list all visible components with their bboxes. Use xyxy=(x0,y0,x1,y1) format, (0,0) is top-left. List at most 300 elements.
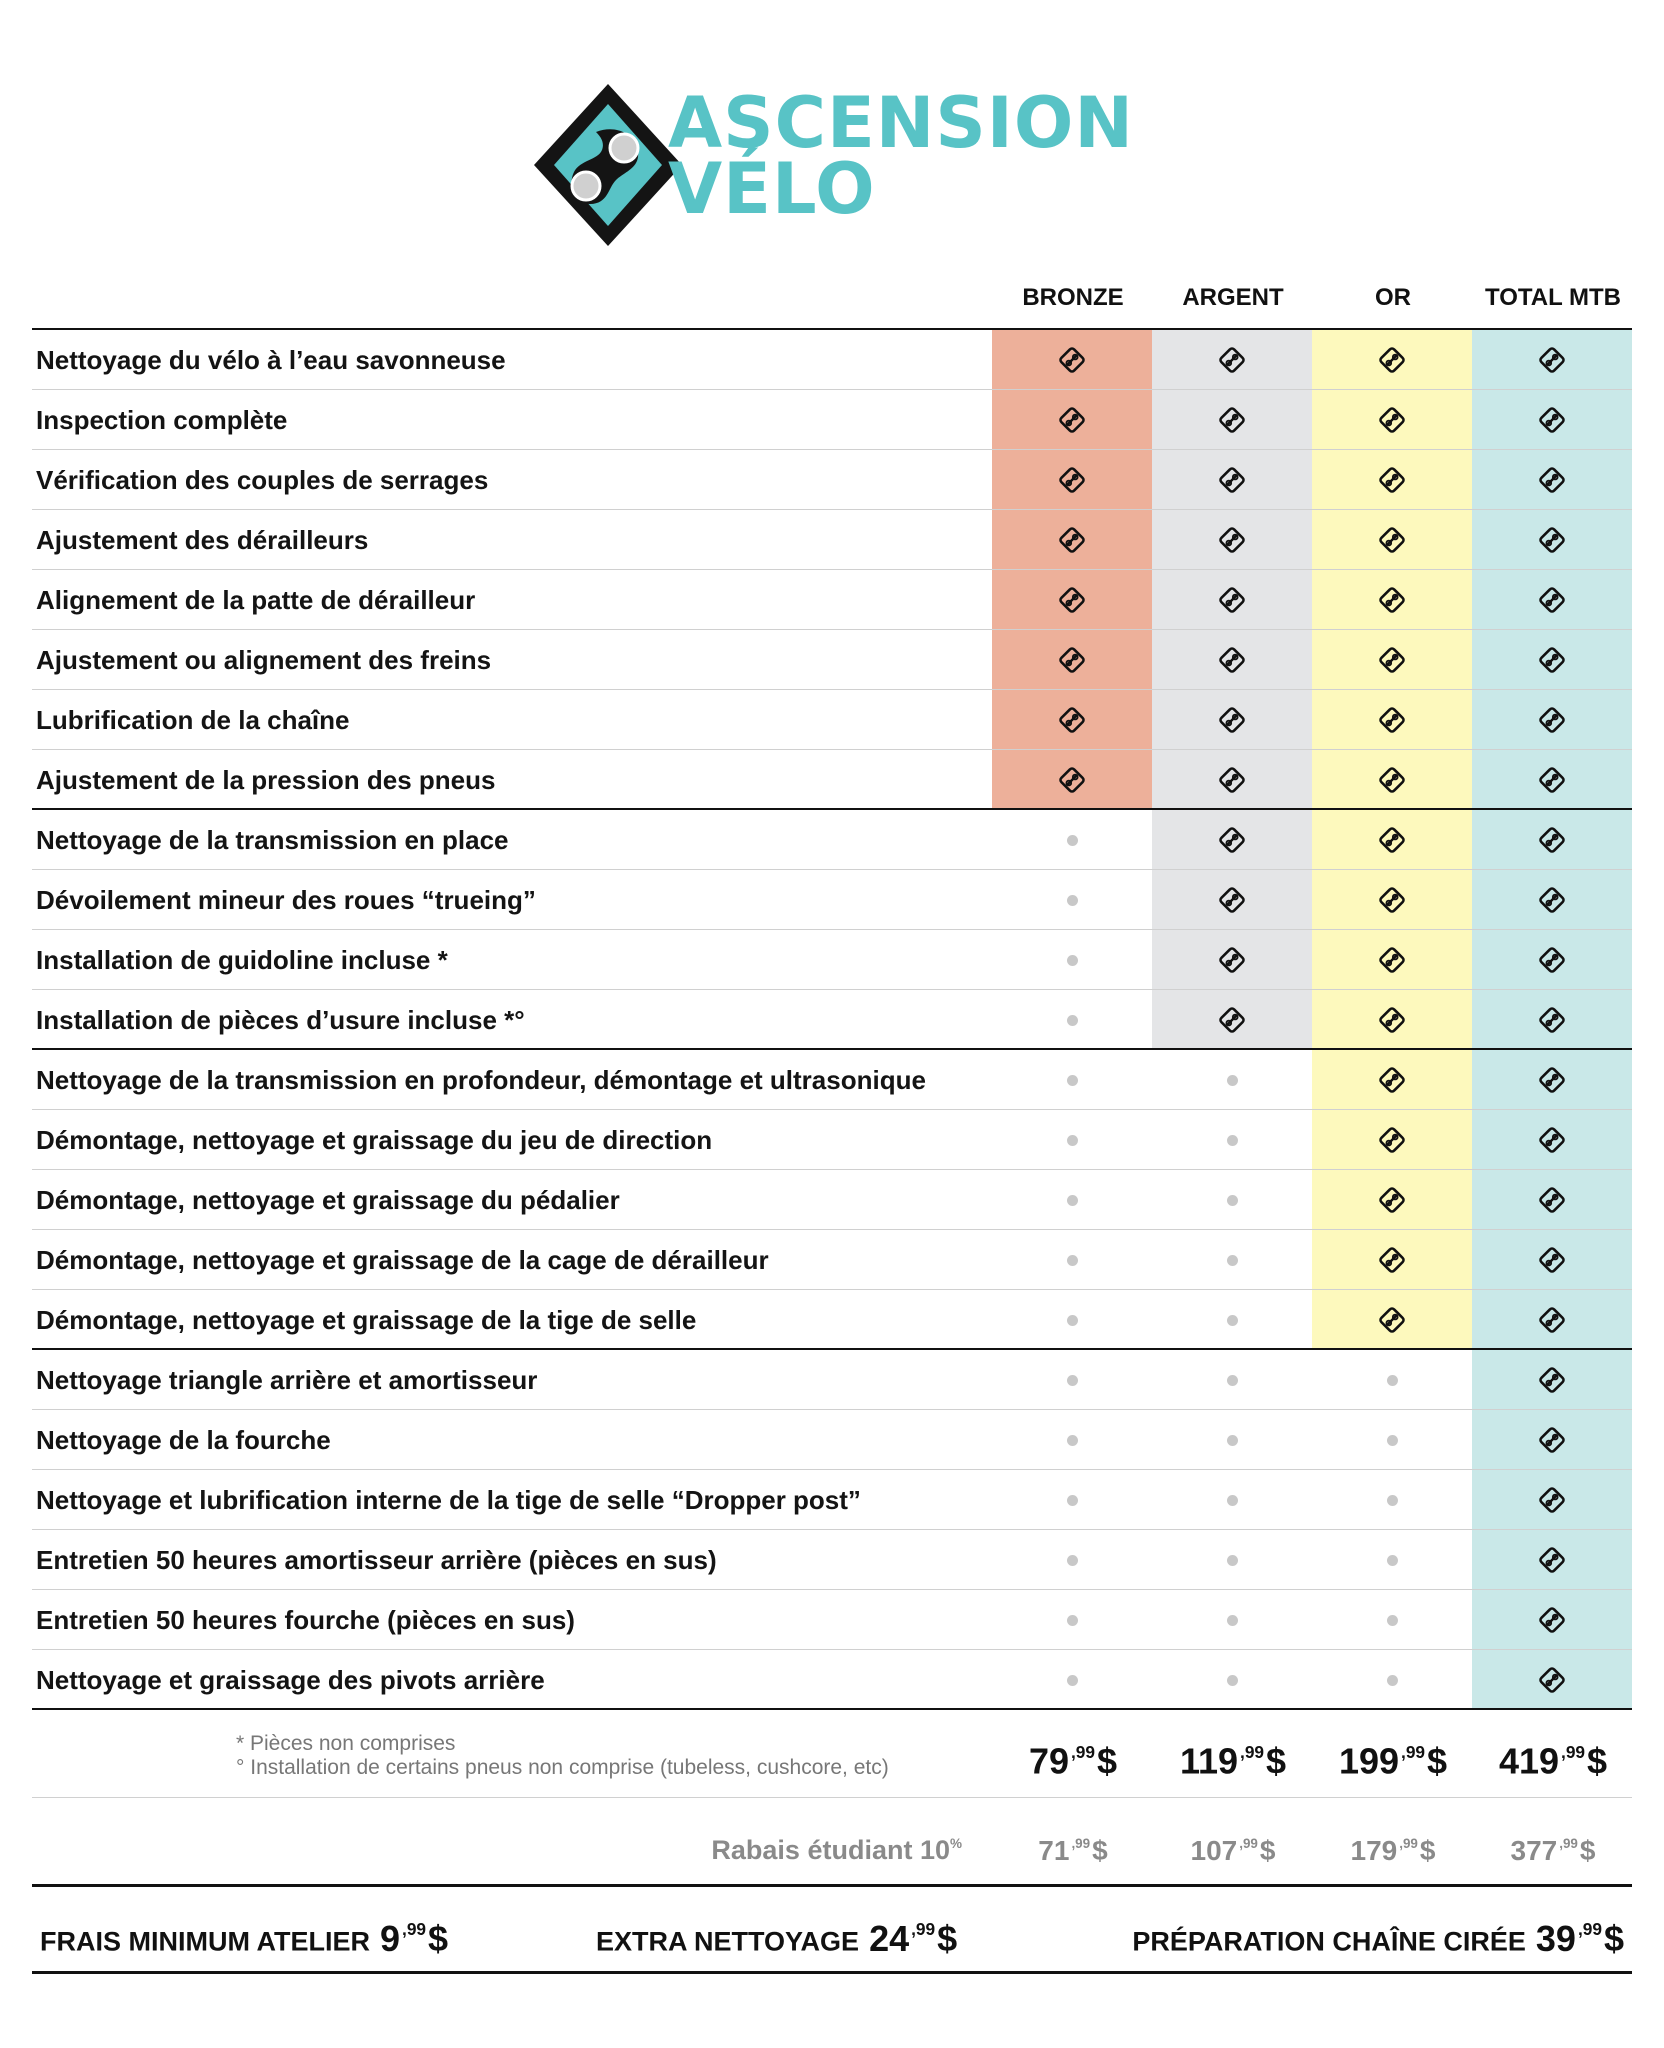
service-label: Nettoyage et graissage des pivots arrière xyxy=(36,1665,545,1695)
cell-or xyxy=(1312,990,1472,1050)
chain-link-check-icon xyxy=(1537,405,1567,435)
service-label: Démontage, nettoyage et graissage de la tige de selle xyxy=(36,1305,697,1335)
cell-total-mtb xyxy=(1472,450,1632,510)
cell-or xyxy=(1312,1110,1472,1170)
fee-main: 9 xyxy=(379,1917,401,1959)
service-label: Lubrification de la chaîne xyxy=(36,705,350,735)
cell-total-mtb xyxy=(1472,1050,1632,1110)
cell-argent xyxy=(1152,1230,1312,1290)
table-row xyxy=(32,810,1632,870)
cell-argent xyxy=(1152,390,1312,450)
fee-cents: ,99 xyxy=(1577,1919,1602,1939)
service-label: Nettoyage et lubrification interne de la tige de selle “Dropper post” xyxy=(36,1485,861,1515)
grey-dot-icon xyxy=(1067,1495,1078,1506)
cell-total-mtb xyxy=(1472,1650,1632,1710)
grey-dot-icon xyxy=(1067,1555,1078,1566)
grey-dot-icon xyxy=(1067,1075,1078,1086)
chain-link-check-icon xyxy=(1217,1005,1247,1035)
table-row xyxy=(32,1110,1632,1170)
grey-dot-icon xyxy=(1067,1195,1078,1206)
cell-bronze xyxy=(992,1470,1152,1530)
chain-link-check-icon xyxy=(1377,645,1407,675)
table-row xyxy=(32,1410,1632,1470)
cell-argent xyxy=(1152,1110,1312,1170)
table-row xyxy=(32,690,1632,750)
chain-link-check-icon xyxy=(1217,945,1247,975)
cell-bronze xyxy=(992,1530,1152,1590)
cell-argent xyxy=(1152,1050,1312,1110)
chain-link-check-icon xyxy=(1537,825,1567,855)
cell-or xyxy=(1312,1530,1472,1590)
cell-total-mtb xyxy=(1472,630,1632,690)
cell-or xyxy=(1312,390,1472,450)
column-header-or: OR xyxy=(1375,284,1411,311)
price-currency: $ xyxy=(1259,1835,1276,1867)
service-label: Démontage, nettoyage et graissage du jeu de direction xyxy=(36,1125,713,1155)
cell-or xyxy=(1312,1590,1472,1650)
service-label: Inspection complète xyxy=(36,405,288,435)
services-table xyxy=(32,330,1632,1710)
price-cents: ,99 xyxy=(1071,1836,1091,1851)
chain-link-check-icon xyxy=(1217,645,1247,675)
cell-argent xyxy=(1152,1590,1312,1650)
footnote-parts: * Pièces non comprises xyxy=(236,1732,456,1755)
grey-dot-icon xyxy=(1067,1315,1078,1326)
cell-bronze xyxy=(992,870,1152,930)
cell-argent xyxy=(1152,1530,1312,1590)
chain-link-check-icon xyxy=(1537,1665,1567,1695)
chain-link-check-icon xyxy=(1537,1605,1567,1635)
table-row xyxy=(32,390,1632,450)
price-main: 377 xyxy=(1510,1835,1558,1867)
footnote-tires: ° Installation de certains pneus non comprise (tubeless, cushcore, etc) xyxy=(236,1756,889,1779)
chain-link-check-icon xyxy=(1217,825,1247,855)
cell-argent xyxy=(1152,1170,1312,1230)
student-discount-label xyxy=(711,1824,992,1870)
fee-preparation-chaine-ciree xyxy=(1132,1907,1624,1969)
brand-line-2: VÉLO xyxy=(668,148,876,230)
cell-argent xyxy=(1152,750,1312,810)
cell-bronze xyxy=(992,330,1152,390)
chain-link-check-icon xyxy=(1537,765,1567,795)
chain-link-check-icon xyxy=(1057,645,1087,675)
price-cents: ,99 xyxy=(1401,1742,1426,1762)
table-row xyxy=(32,1590,1632,1650)
grey-dot-icon xyxy=(1067,1135,1078,1146)
discount-label-text: Rabais étudiant 10 xyxy=(711,1834,950,1865)
service-label: Nettoyage de la fourche xyxy=(36,1425,331,1455)
table-row xyxy=(32,1050,1632,1110)
chain-link-check-icon xyxy=(1537,1245,1567,1275)
cell-total-mtb xyxy=(1472,690,1632,750)
cell-bronze xyxy=(992,930,1152,990)
cell-argent xyxy=(1152,1290,1312,1350)
cell-bronze xyxy=(992,990,1152,1050)
fee-minimum-atelier xyxy=(40,1907,448,1969)
chain-link-check-icon xyxy=(1217,465,1247,495)
cell-total-mtb xyxy=(1472,390,1632,450)
cell-total-mtb xyxy=(1472,1590,1632,1650)
grey-dot-icon xyxy=(1387,1615,1398,1626)
cell-argent xyxy=(1152,990,1312,1050)
chain-link-check-icon xyxy=(1377,1005,1407,1035)
cell-or xyxy=(1312,570,1472,630)
grey-dot-icon xyxy=(1067,835,1078,846)
cell-bronze xyxy=(992,810,1152,870)
fee-main: 39 xyxy=(1535,1917,1576,1959)
table-row xyxy=(32,1290,1632,1350)
cell-argent xyxy=(1152,630,1312,690)
grey-dot-icon xyxy=(1067,895,1078,906)
column-header-argent: ARGENT xyxy=(1182,284,1284,311)
grey-dot-icon xyxy=(1387,1375,1398,1386)
chain-link-check-icon xyxy=(1057,345,1087,375)
column-headers xyxy=(993,278,1633,318)
chain-link-check-icon xyxy=(1377,705,1407,735)
cell-bronze xyxy=(992,630,1152,690)
cell-total-mtb xyxy=(1472,750,1632,810)
grey-dot-icon xyxy=(1067,1435,1078,1446)
fee-label: FRAIS MINIMUM ATELIER xyxy=(40,1926,370,1957)
price-currency: $ xyxy=(1266,1740,1287,1782)
cell-total-mtb xyxy=(1472,1530,1632,1590)
service-label: Démontage, nettoyage et graissage du pédalier xyxy=(36,1185,620,1215)
chain-link-check-icon xyxy=(1537,345,1567,375)
chain-link-check-icon xyxy=(1537,1005,1567,1035)
cell-total-mtb xyxy=(1472,930,1632,990)
table-row xyxy=(32,990,1632,1050)
fee-currency: $ xyxy=(1603,1917,1624,1959)
chain-link-check-icon xyxy=(1537,885,1567,915)
cell-argent xyxy=(1152,810,1312,870)
cell-or xyxy=(1312,510,1472,570)
price-bronze xyxy=(993,1730,1153,1784)
chain-link-check-icon xyxy=(1377,345,1407,375)
column-header-total-mtb: TOTAL MTB xyxy=(1485,284,1621,311)
service-label: Nettoyage triangle arrière et amortisseur xyxy=(36,1365,538,1395)
cell-argent xyxy=(1152,450,1312,510)
price-main: 79 xyxy=(1028,1740,1069,1782)
chain-link-check-icon xyxy=(1377,525,1407,555)
price-currency: $ xyxy=(1587,1740,1608,1782)
cell-or xyxy=(1312,450,1472,510)
price-main: 107 xyxy=(1190,1835,1238,1867)
cell-argent xyxy=(1152,330,1312,390)
price-main: 71 xyxy=(1038,1835,1070,1867)
chain-link-check-icon xyxy=(1377,1245,1407,1275)
price-main: 119 xyxy=(1179,1740,1239,1782)
cell-total-mtb xyxy=(1472,810,1632,870)
cell-total-mtb xyxy=(1472,1470,1632,1530)
notes-and-prices xyxy=(32,1710,1632,1798)
service-label: Installation de pièces d’usure incluse *° xyxy=(36,1005,525,1035)
table-row xyxy=(32,1170,1632,1230)
cell-bronze xyxy=(992,1410,1152,1470)
chain-link-check-icon xyxy=(1537,1485,1567,1515)
service-label: Nettoyage de la transmission en profondeur, démontage et ultrasonique xyxy=(36,1065,926,1095)
service-label: Dévoilement mineur des roues “trueing” xyxy=(36,885,536,915)
chain-link-check-icon xyxy=(1377,1185,1407,1215)
footnotes xyxy=(236,1732,889,1780)
service-label: Ajustement de la pression des pneus xyxy=(36,765,496,795)
chain-link-check-icon xyxy=(1057,405,1087,435)
grey-dot-icon xyxy=(1227,1135,1238,1146)
service-label: Entretien 50 heures amortisseur arrière (pièces en sus) xyxy=(36,1545,717,1575)
cell-total-mtb xyxy=(1472,870,1632,930)
brand-logo xyxy=(528,80,1148,250)
brand-name xyxy=(668,82,1134,230)
cell-or xyxy=(1312,1050,1472,1110)
cell-bronze xyxy=(992,1650,1152,1710)
price-or xyxy=(1313,1730,1473,1784)
cell-bronze xyxy=(992,570,1152,630)
table-row xyxy=(32,1650,1632,1710)
extra-fees-bar xyxy=(32,1884,1632,1974)
price-cents: ,99 xyxy=(1561,1742,1586,1762)
chain-link-check-icon xyxy=(1217,705,1247,735)
discount-price-or xyxy=(1313,1824,1473,1871)
cell-or xyxy=(1312,750,1472,810)
brand-line-1: ASCENSION xyxy=(668,82,1134,164)
price-argent xyxy=(1153,1730,1313,1784)
chain-link-check-icon xyxy=(1537,705,1567,735)
price-currency: $ xyxy=(1579,1835,1596,1867)
cell-total-mtb xyxy=(1472,1290,1632,1350)
chain-link-check-icon xyxy=(1217,765,1247,795)
cell-bronze xyxy=(992,1590,1152,1650)
service-label: Ajustement des dérailleurs xyxy=(36,525,369,555)
column-header-bronze: BRONZE xyxy=(1022,284,1124,311)
cell-total-mtb xyxy=(1472,990,1632,1050)
table-row xyxy=(32,450,1632,510)
chain-link-check-icon xyxy=(1537,525,1567,555)
table-row xyxy=(32,870,1632,930)
cell-total-mtb xyxy=(1472,1170,1632,1230)
chain-link-check-icon xyxy=(1217,585,1247,615)
table-row xyxy=(32,1230,1632,1290)
grey-dot-icon xyxy=(1227,1555,1238,1566)
cell-bronze xyxy=(992,1290,1152,1350)
chain-link-check-icon xyxy=(1377,465,1407,495)
chain-link-check-icon xyxy=(1537,1545,1567,1575)
fee-price xyxy=(380,1918,448,1959)
grey-dot-icon xyxy=(1227,1075,1238,1086)
cell-or xyxy=(1312,690,1472,750)
cell-or xyxy=(1312,1650,1472,1710)
grey-dot-icon xyxy=(1067,955,1078,966)
cell-argent xyxy=(1152,930,1312,990)
chain-link-check-icon xyxy=(1537,1365,1567,1395)
grey-dot-icon xyxy=(1067,1675,1078,1686)
price-currency: $ xyxy=(1097,1740,1118,1782)
cell-argent xyxy=(1152,690,1312,750)
grey-dot-icon xyxy=(1227,1195,1238,1206)
cell-or xyxy=(1312,1410,1472,1470)
price-currency: $ xyxy=(1092,1835,1108,1867)
chain-link-check-icon xyxy=(1057,465,1087,495)
price-cents: ,99 xyxy=(1239,1836,1258,1851)
chain-link-check-icon xyxy=(1537,1305,1567,1335)
cell-total-mtb xyxy=(1472,1230,1632,1290)
chain-link-check-icon xyxy=(1537,645,1567,675)
service-label: Vérification des couples de serrages xyxy=(36,465,489,495)
grey-dot-icon xyxy=(1227,1615,1238,1626)
chain-link-check-icon xyxy=(1537,1065,1567,1095)
cell-or xyxy=(1312,810,1472,870)
grey-dot-icon xyxy=(1387,1555,1398,1566)
chain-link-check-icon xyxy=(1537,1425,1567,1455)
price-currency: $ xyxy=(1427,1740,1448,1782)
chain-link-check-icon xyxy=(1217,525,1247,555)
chain-link-check-icon xyxy=(1377,405,1407,435)
table-row xyxy=(32,630,1632,690)
fee-cents: ,99 xyxy=(402,1919,427,1939)
cell-or xyxy=(1312,1290,1472,1350)
chain-link-check-icon xyxy=(1537,1185,1567,1215)
table-row xyxy=(32,1470,1632,1530)
price-cents: ,99 xyxy=(1071,1742,1096,1762)
grey-dot-icon xyxy=(1227,1495,1238,1506)
chain-link-check-icon xyxy=(1057,705,1087,735)
cell-bronze xyxy=(992,1050,1152,1110)
chain-link-diamond-icon xyxy=(528,80,688,250)
chain-link-check-icon xyxy=(1377,1305,1407,1335)
cell-total-mtb xyxy=(1472,570,1632,630)
chain-link-check-icon xyxy=(1537,585,1567,615)
cell-argent xyxy=(1152,1650,1312,1710)
cell-bronze xyxy=(992,1350,1152,1410)
price-cents: ,99 xyxy=(1240,1742,1265,1762)
cell-total-mtb xyxy=(1472,510,1632,570)
cell-or xyxy=(1312,1350,1472,1410)
cell-argent xyxy=(1152,1350,1312,1410)
cell-total-mtb xyxy=(1472,1410,1632,1470)
table-row xyxy=(32,930,1632,990)
cell-or xyxy=(1312,930,1472,990)
grey-dot-icon xyxy=(1387,1495,1398,1506)
cell-or xyxy=(1312,330,1472,390)
table-row xyxy=(32,750,1632,810)
price-currency: $ xyxy=(1419,1835,1436,1867)
cell-or xyxy=(1312,1230,1472,1290)
service-label: Nettoyage du vélo à l’eau savonneuse xyxy=(36,345,506,375)
cell-total-mtb xyxy=(1472,330,1632,390)
price-main: 179 xyxy=(1350,1835,1398,1867)
chain-link-check-icon xyxy=(1377,825,1407,855)
chain-link-check-icon xyxy=(1057,765,1087,795)
service-label: Ajustement ou alignement des freins xyxy=(36,645,492,675)
fee-price xyxy=(869,1918,957,1959)
cell-bronze xyxy=(992,1230,1152,1290)
price-main: 199 xyxy=(1338,1740,1400,1782)
cell-bronze xyxy=(992,690,1152,750)
discount-price-argent xyxy=(1153,1824,1313,1871)
price-main: 419 xyxy=(1498,1740,1560,1782)
cell-argent xyxy=(1152,1410,1312,1470)
fee-currency: $ xyxy=(428,1917,449,1959)
cell-bronze xyxy=(992,510,1152,570)
cell-bronze xyxy=(992,390,1152,450)
grey-dot-icon xyxy=(1227,1255,1238,1266)
chain-link-check-icon xyxy=(1377,585,1407,615)
table-row xyxy=(32,330,1632,390)
cell-argent xyxy=(1152,1470,1312,1530)
chain-link-check-icon xyxy=(1217,345,1247,375)
cell-or xyxy=(1312,1170,1472,1230)
grey-dot-icon xyxy=(1387,1675,1398,1686)
price-total-mtb xyxy=(1473,1730,1633,1784)
fee-currency: $ xyxy=(937,1917,958,1959)
grey-dot-icon xyxy=(1067,1255,1078,1266)
service-label: Alignement de la patte de dérailleur xyxy=(36,585,476,615)
cell-total-mtb xyxy=(1472,1350,1632,1410)
cell-or xyxy=(1312,1470,1472,1530)
discount-price-total-mtb xyxy=(1473,1824,1633,1871)
fee-label: EXTRA NETTOYAGE xyxy=(596,1926,860,1957)
grey-dot-icon xyxy=(1067,1015,1078,1026)
chain-link-check-icon xyxy=(1217,405,1247,435)
discount-price-bronze xyxy=(993,1824,1153,1871)
grey-dot-icon xyxy=(1227,1675,1238,1686)
price-cents: ,99 xyxy=(1559,1836,1578,1851)
service-label: Nettoyage de la transmission en place xyxy=(36,825,509,855)
cell-bronze xyxy=(992,750,1152,810)
grey-dot-icon xyxy=(1227,1375,1238,1386)
chain-link-check-icon xyxy=(1537,945,1567,975)
fee-price xyxy=(1536,1918,1624,1959)
fee-main: 24 xyxy=(869,1917,910,1959)
chain-link-check-icon xyxy=(1537,465,1567,495)
table-row xyxy=(32,1350,1632,1410)
chain-link-check-icon xyxy=(1057,585,1087,615)
cell-or xyxy=(1312,870,1472,930)
chain-link-check-icon xyxy=(1377,885,1407,915)
table-row xyxy=(32,570,1632,630)
chain-link-check-icon xyxy=(1377,765,1407,795)
chain-link-check-icon xyxy=(1377,945,1407,975)
table-row xyxy=(32,510,1632,570)
cell-total-mtb xyxy=(1472,1110,1632,1170)
cell-bronze xyxy=(992,1110,1152,1170)
grey-dot-icon xyxy=(1227,1315,1238,1326)
service-label: Démontage, nettoyage et graissage de la cage de dérailleur xyxy=(36,1245,769,1275)
service-label: Installation de guidoline incluse * xyxy=(36,945,448,975)
service-label: Entretien 50 heures fourche (pièces en sus) xyxy=(36,1605,575,1635)
fee-cents: ,99 xyxy=(911,1919,936,1939)
chain-link-check-icon xyxy=(1537,1125,1567,1155)
fee-label: PRÉPARATION CHAÎNE CIRÉE xyxy=(1132,1926,1526,1957)
student-discount-row xyxy=(32,1800,1632,1884)
cell-bronze xyxy=(992,1170,1152,1230)
cell-argent xyxy=(1152,510,1312,570)
grey-dot-icon xyxy=(1067,1375,1078,1386)
grey-dot-icon xyxy=(1387,1435,1398,1446)
fee-extra-nettoyage xyxy=(596,1907,957,1969)
chain-link-check-icon xyxy=(1057,525,1087,555)
cell-argent xyxy=(1152,570,1312,630)
chain-link-check-icon xyxy=(1377,1065,1407,1095)
price-cents: ,99 xyxy=(1399,1836,1418,1851)
chain-link-check-icon xyxy=(1377,1125,1407,1155)
grey-dot-icon xyxy=(1067,1615,1078,1626)
cell-argent xyxy=(1152,870,1312,930)
discount-percent: % xyxy=(949,1836,962,1851)
grey-dot-icon xyxy=(1227,1435,1238,1446)
cell-bronze xyxy=(992,450,1152,510)
cell-or xyxy=(1312,630,1472,690)
table-row xyxy=(32,1530,1632,1590)
chain-link-check-icon xyxy=(1217,885,1247,915)
